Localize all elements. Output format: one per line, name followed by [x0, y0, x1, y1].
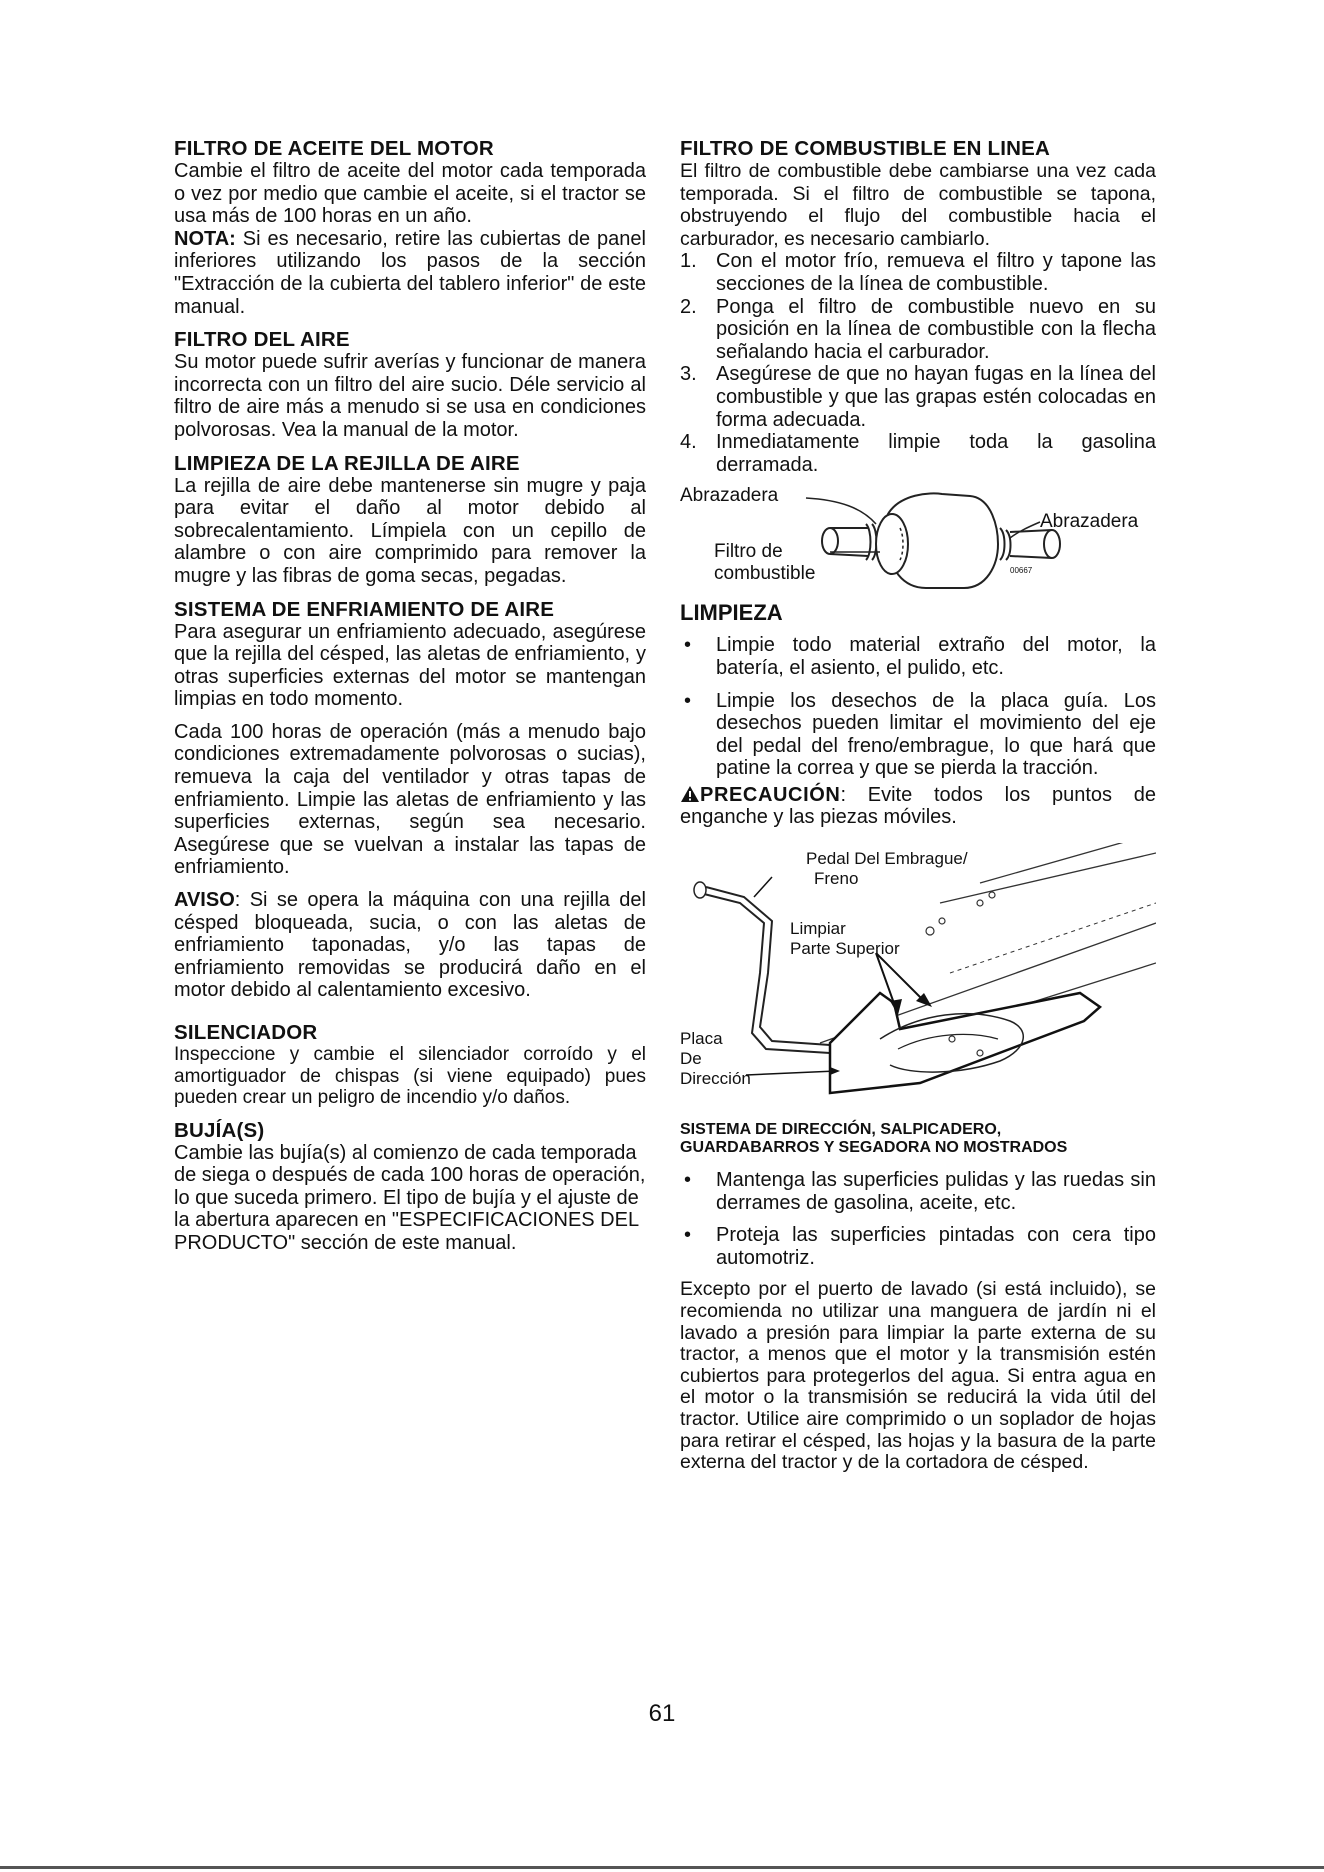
pedal-label-line2: Freno — [814, 869, 859, 889]
spark-plug-text: Cambie las bujía(s) al comienzo de cada temporada de siega o después de cada 100 horas de operación, lo que suceda primero. El tipo de bujía y el ajuste de la abertura aparecen en "ESPECIFICACIONES DEL PRODUCTO" sección de este manual. — [174, 1141, 646, 1254]
step-text: Inmediatamente limpie toda la gasolina derramada. — [716, 431, 1156, 476]
fuel-filter-section — [680, 138, 1156, 592]
air-screen-section — [174, 453, 646, 588]
note-text: Si es necesario, retire las cubiertas de panel inferiores utilizando los pasos de la sección "Extracción de la cubierta del tablero inferior" de este manual. — [174, 227, 646, 318]
cleaning-section — [680, 600, 1156, 1473]
step-item — [680, 250, 1156, 295]
figure-caption — [680, 1121, 1156, 1157]
clamp-label-left: Abrazadera — [680, 485, 779, 507]
muffler-text: Inspeccione y cambie el silenciador corroído y el amortiguador de chispas (si viene equipado) pues pueden crear un peligro de incendio y/o daños. — [174, 1044, 646, 1108]
step-item — [680, 363, 1156, 431]
clamp-label-right: Abrazadera — [1040, 511, 1139, 533]
left-column — [174, 138, 646, 1265]
plate-label-line3: Dirección — [680, 1069, 751, 1089]
air-screen-heading: LIMPIEZA DE LA REJILLA DE AIRE — [174, 451, 520, 475]
fuel-filter-heading: FILTRO DE COMBUSTIBLE EN LINEA — [680, 137, 1051, 160]
oil-filter-text: Cambie el filtro de aceite del motor cada temporada o vez por medio que cambie el aceite, si el tractor se usa más de 100 horas en un año. — [174, 160, 646, 228]
muffler-section — [174, 1022, 646, 1109]
caption-line2: GUARDABARROS Y SEGADORA NO MOSTRADOS — [680, 1139, 1068, 1157]
caution-label: PRECAUCIÓN — [700, 783, 841, 806]
fuel-filter-steps — [680, 250, 1156, 476]
note-label: NOTA: — [174, 227, 236, 250]
air-filter-heading: FILTRO DEL AIRE — [174, 328, 350, 352]
cooling-paragraph-1: Para asegurar un enfriamiento adecuado, asegúrese que la rejilla del césped, las aletas de enfriamiento, y otras superficies externas del motor se mantengan limpias en todo momento. — [174, 620, 646, 711]
step-text: Ponga el filtro de combustible nuevo en su posición en la línea de combustible con la flecha señalando hacia el carburador. — [716, 295, 1156, 363]
fuel-filter-text: El filtro de combustible debe cambiarse una vez cada temporada. Si el filtro de combustible se tapona, obstruyendo el flujo del combustible hacia el carburador, es necesario cambiarlo. — [680, 160, 1156, 250]
bottom-rule — [0, 1866, 1324, 1869]
bullet-text: Mantenga las superficies pulidas y las ruedas sin derrames de gasolina, aceite, etc. — [716, 1169, 1156, 1214]
step-number: 3. — [680, 363, 697, 386]
oil-filter-heading: FILTRO DE ACEITE DEL MOTOR — [174, 137, 494, 160]
figure-code: 00667 — [1010, 566, 1033, 576]
plate-label-line1: Placa — [680, 1029, 723, 1049]
notice-label: AVISO — [174, 889, 235, 912]
air-screen-text: La rejilla de aire debe mantenerse sin mugre y paja para evitar el daño al motor debido al sobrecalentamiento. Límpiela con un cepillo de alambre o con aire comprimido para remover la mugre y las fibras de goma secas, pegadas. — [174, 474, 646, 587]
step-number: 2. — [680, 295, 697, 318]
polish-bullets — [680, 1169, 1156, 1269]
step-item — [680, 296, 1156, 364]
bullet-item — [680, 1224, 1156, 1269]
warning-triangle-icon — [680, 785, 700, 803]
notice-text: : Si se opera la máquina con una rejilla del césped bloqueada, sucia, o con las aletas de enfriamiento taponadas, y/o las tapas de enfriamiento removidas se producirá daño en el motor debido al calentamiento excesivo. — [174, 889, 646, 1002]
clean-label-line2: Parte Superior — [790, 939, 900, 959]
cooling-notice — [174, 889, 646, 1002]
step-number: 1. — [680, 250, 697, 273]
bullet-item — [680, 634, 1156, 679]
cooling-heading: SISTEMA DE ENFRIAMIENTO DE AIRE — [174, 597, 555, 621]
cleaning-heading: LIMPIEZA — [680, 600, 783, 626]
oil-filter-section — [174, 138, 646, 318]
clean-label-line1: Limpiar — [790, 919, 846, 939]
oil-filter-note — [174, 228, 646, 318]
spark-plug-heading: BUJÍA(S) — [174, 1118, 265, 1142]
cooling-section — [174, 599, 646, 1003]
step-text: Con el motor frío, remueva el filtro y tapone las secciones de la línea de combustible. — [716, 250, 1156, 295]
bullet-dot: • — [684, 1169, 692, 1192]
bullet-dot: • — [684, 1224, 692, 1247]
right-column — [680, 138, 1156, 1474]
page-number: 61 — [648, 1700, 676, 1727]
bullet-dot: • — [684, 689, 692, 712]
muffler-heading: SILENCIADOR — [174, 1021, 318, 1044]
caution-notice — [680, 784, 1156, 829]
filter-label-line2: combustible — [714, 563, 816, 585]
step-number: 4. — [680, 431, 697, 454]
cleaning-bullets — [680, 634, 1156, 780]
step-text: Asegúrese de que no hayan fugas en la línea del combustible y que las grapas estén colocadas en forma adecuada. — [716, 363, 1156, 431]
bullet-text: Proteja las superficies pintadas con cera tipo automotriz. — [716, 1224, 1156, 1269]
guide-plate-illustration — [680, 843, 1156, 1113]
air-filter-section — [174, 329, 646, 441]
bullet-text: Limpie los desechos de la placa guía. Los desechos pueden limitar el movimiento del eje del pedal del freno/embrague, lo que hará que patine la correa y que se pierda la tracción. — [716, 689, 1156, 780]
guide-plate-figure — [680, 843, 1156, 1113]
caution-text: : Evite todos los puntos de enganche y las piezas móviles. — [680, 783, 1156, 829]
washing-text: Excepto por el puerto de lavado (si está incluido), se recomienda no utilizar una manguera de jardín ni el lavado a presión para limpiar la parte externa de su tractor, a menos que el motor y la transmisión estén cubiertos para protegerlos del agua. Si entra agua en el motor o la transmisión se reducirá la vida útil del tractor. Utilice aire comprimido o un soplador de hojas para retirar el césped, las hojas y la basura de la parte externa del tractor y de la cortadora de césped. — [680, 1278, 1156, 1474]
cooling-paragraph-2: Cada 100 horas de operación (más a menudo bajo condiciones extremadamente polvorosas o sucias), remueva la caja del ventilador y otras tapas de enfriamiento. Limpie las aletas de enfriamiento y las superficies externas, según sea necesario. Asegúrese que se vuelvan a instalar las tapas de enfriamiento. — [174, 720, 646, 879]
plate-label-line2: De — [680, 1049, 702, 1069]
bullet-dot: • — [684, 634, 692, 657]
step-item — [680, 431, 1156, 476]
bullet-item — [680, 690, 1156, 780]
air-filter-text: Su motor puede sufrir averías y funcionar de manera incorrecta con un filtro del aire sucio. Déle servicio al filtro de aire más a menudo si se usa en condiciones polvorosas. Vea la manual de la motor. — [174, 351, 646, 441]
spark-plug-section — [174, 1120, 646, 1255]
filter-label-line1: Filtro de — [714, 541, 783, 563]
bullet-text: Limpie todo material extraño del motor, la batería, el asiento, el pulido, etc. — [716, 634, 1156, 679]
pedal-label-line1: Pedal Del Embrague/ — [806, 849, 968, 869]
fuel-filter-figure — [680, 484, 1156, 592]
bullet-item — [680, 1169, 1156, 1214]
caption-line1: SISTEMA DE DIRECCIÓN, SALPICADERO, — [680, 1121, 1002, 1139]
